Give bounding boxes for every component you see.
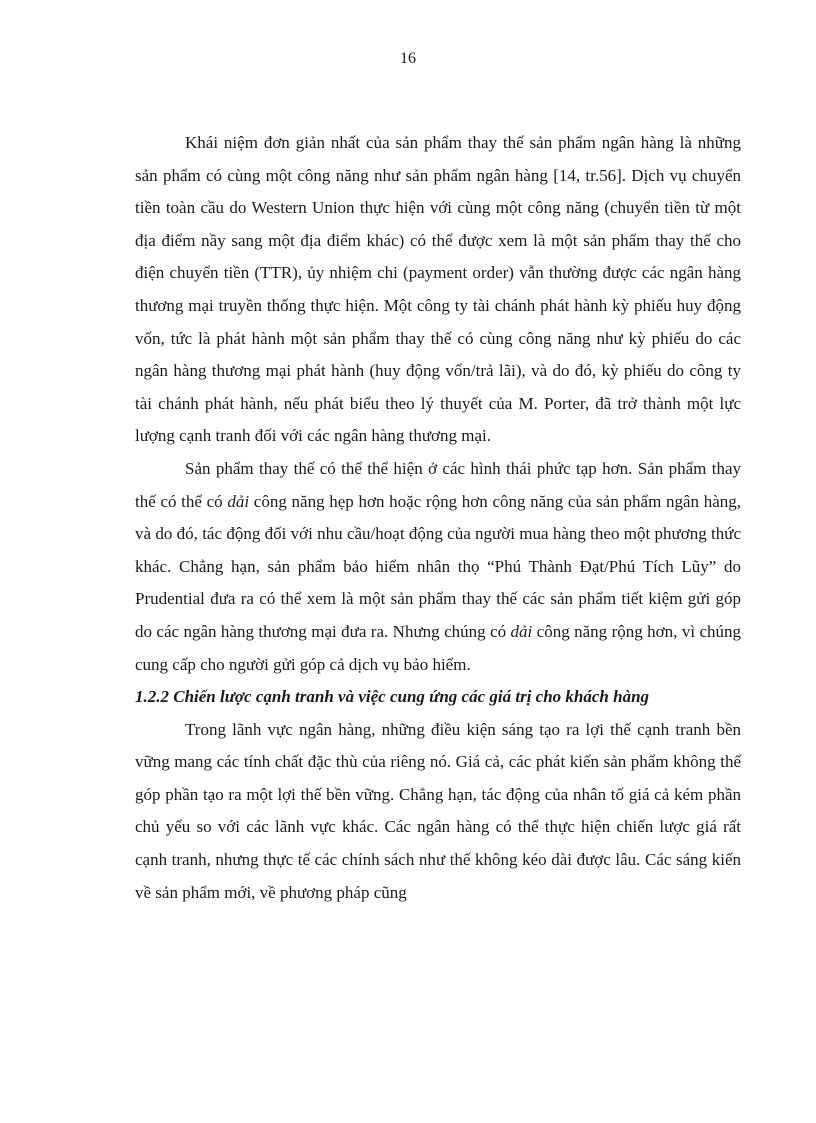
paragraph-text: công năng rộng hơn, vì chúng cung cấp cho người gửi góp cả dịch vụ bảo hiểm. (135, 621, 741, 674)
italic-term: dải (510, 621, 533, 641)
document-body (135, 127, 741, 909)
section-heading: 1.2.2 Chiến lược cạnh tranh và việc cung ứng các giá trị cho khách hàng (135, 687, 650, 707)
paragraph-complex-forms (135, 453, 741, 681)
paragraph-text: Sản phẩm thay thế có thể thể hiện ở các hình thái phức tạp hơn. Sản phẩm thay thế có thể có (135, 458, 741, 511)
italic-term: dải (227, 491, 250, 511)
page-number: 16 (400, 50, 416, 67)
paragraph-text: công năng hẹp hơn hoặc rộng hơn công năng của sản phẩm ngân hàng, và do đó, tác động đối với nhu cầu/hoạt động của người mua hàng theo một phương thức khác. Chẳng hạn, sản phẩm bảo hiểm nhân thọ “Phú Thành Đạt/Phú Tích Lũy” do Prudential đưa ra có thể xem là một sản phẩm thay thế các sản phẩm tiết kiệm gửi góp do các ngân hàng thương mại đưa ra. Nhưng chúng có (135, 491, 741, 641)
paragraph-banking-advantage: Trong lãnh vực ngân hàng, những điều kiện sáng tạo ra lợi thế cạnh tranh bền vững mang các tính chất đặc thù của riêng nó. Giá cả, các phát kiến sản phẩm không thể góp phần tạo ra một lợi thế bền vững. Chẳng hạn, tác động của nhân tố giá cả kém phần chủ yếu so với các lãnh vực khác. Các ngân hàng có thể thực hiện chiến lược giá rất cạnh tranh, nhưng thực tế các chính sách như thế không kéo dài được lâu. Các sáng kiến về sản phẩm mới, về phương pháp cũng (135, 719, 741, 902)
paragraph-substitute-products: Khái niệm đơn giản nhất của sản phẩm thay thế sản phẩm ngân hàng là những sản phẩm có cùng một công năng như sản phẩm ngân hàng [14, tr.56]. Dịch vụ chuyển tiền toàn cầu do Western Union thực hiện với cùng một công năng (chuyển tiền từ một địa điểm nầy sang một địa điểm khác) có thể được xem là một sản phẩm thay thế cho điện chuyển tiền (TTR), ủy nhiệm chi (payment order) vẫn thường được các ngân hàng thương mại truyền thống thực hiện. Một công ty tài chánh phát hành kỳ phiếu huy động vốn, tức là phát hành một sản phẩm thay thế có cùng công năng như kỳ phiếu do các ngân hàng thương mại phát hành (huy động vốn/trả lãi), và do đó, kỳ phiếu do công ty tài chánh phát hành, nếu phát biểu theo lý thuyết của M. Porter, đã trở thành một lực lượng cạnh tranh đối với các ngân hàng thương mại. (135, 133, 741, 446)
